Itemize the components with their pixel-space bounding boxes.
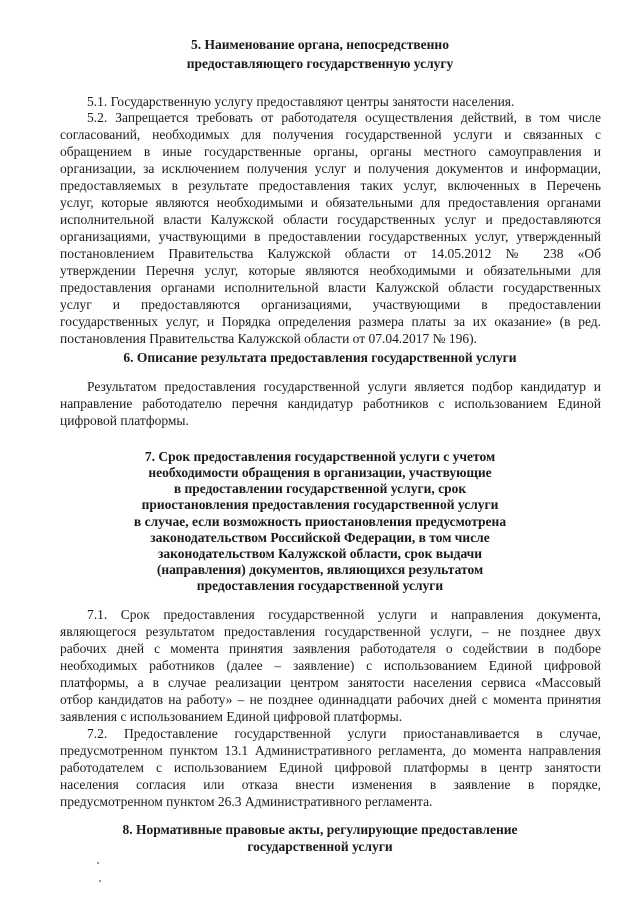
para-5-1-line-1: 5.1. Государственную услугу предоставляют центры занятости населения. <box>87 94 515 109</box>
para-5-2-line-1: 5.2. Запрещается требовать от работодателя осуществления действий, в том числе <box>87 110 601 125</box>
section-8-heading-line-1: 8. Нормативные правовые акты, регулирующие предоставление <box>122 822 518 837</box>
para-5-2-line-11: предоставления органами исполнительной власти Калужской области государственных <box>60 280 601 295</box>
para-6-line-1: Результатом предоставления государственной услуги является подбор кандидатур и <box>87 379 601 394</box>
section-5-heading-line-2: предоставляющего государственную услугу <box>186 56 454 71</box>
section-7-heading-line-9: предоставления государственной услуги <box>196 578 444 593</box>
section-7-heading-line-7: законодательством Калужской области, срок выдачи <box>157 546 483 561</box>
para-5-2-line-14: постановления Правительства Калужской области от 07.04.2017 № 196). <box>60 331 478 346</box>
para-7-1-line-7: заявления с использованием Единой цифровой платформы. <box>60 709 403 724</box>
para-7-1-line-2: являющегося результатом предоставления государственной услуги, – не позднее двух <box>60 624 601 639</box>
para-5-2-line-13: государственных услуг, и Порядка определения размера платы за их оказание» (в ред. <box>60 314 601 329</box>
section-7-heading-line-1: 7. Срок предоставления государственной услуги с учетом <box>144 449 496 464</box>
para-7-1-line-3: рабочих дней с момента принятия заявления работодателя о содействии в подборе <box>60 641 601 656</box>
para-5-2-line-9: постановлением Правительства Калужской области от 14.05.2012 № 238 «Об <box>60 246 601 261</box>
para-7-1-line-5: платформы, а в случае реализации центром занятости населения сервиса «Массовый <box>60 675 601 690</box>
para-5-2-line-5: предоставляемых в результате предоставления таких услуг, включенных в Перечень <box>60 178 601 193</box>
scan-speck <box>97 862 99 864</box>
para-5-2-line-4: организации, за исключением получения услуг и получения документов и информации, <box>60 161 601 176</box>
para-5-2-line-10: утверждении Перечня услуг, которые являются необходимыми и обязательными для <box>60 263 601 278</box>
para-7-2-line-4: населения согласия или отказа внести изменения в заявление в порядке, <box>60 777 601 792</box>
para-5-2-line-6: услуг, которые являются необходимыми и обязательными для предоставления органами <box>60 195 601 210</box>
section-7-heading-line-8: (направления) документов, являющихся результатом <box>156 562 484 577</box>
section-7-heading-line-2: необходимости обращения в организации, участвующие <box>148 465 492 480</box>
para-7-2-line-2: предусмотренном пунктом 13.1 Административного регламента, до момента направления <box>60 743 601 758</box>
para-6-line-3: цифровой платформы. <box>60 413 189 428</box>
para-5-2-line-8: организациями, участвующими в предоставлении государственных услуг, утвержденный <box>60 229 601 244</box>
para-7-2-line-1: 7.2. Предоставление государственной услуги приостанавливается в случае, <box>87 726 601 741</box>
section-7-heading-line-6: законодательством Российской Федерации, в том числе <box>150 530 490 545</box>
section-7-heading-line-3: в предоставлении государственной услуги, срок <box>173 481 467 496</box>
para-5-2-line-3: обращением в иные государственные органы, органы местного самоуправления и <box>60 144 601 159</box>
para-7-1-line-6: отбор кандидатов на работу» – не позднее одиннадцати рабочих дней с момента принятия <box>60 692 601 707</box>
section-7-heading-line-5: в случае, если возможность приостановления предусмотрена <box>133 514 507 529</box>
para-7-2-line-5: предусмотренном пунктом 26.3 Административного регламента. <box>60 794 433 809</box>
para-5-2-line-2: согласований, необходимых для получения государственной услуги и связанных с <box>60 127 601 142</box>
para-7-2-line-3: работодателем с использованием Единой цифровой платформы в центр занятости <box>60 760 601 775</box>
scan-speck <box>99 880 101 882</box>
section-5-heading-line-1: 5. Наименование органа, непосредственно <box>191 37 449 52</box>
para-7-1-line-1: 7.1. Срок предоставления государственной услуги и направления документа, <box>87 607 601 622</box>
section-8-heading-line-2: государственной услуги <box>247 839 393 854</box>
section-6-heading-line-1: 6. Описание результата предоставления государственной услуги <box>123 350 517 365</box>
para-5-2-line-12: услуг и предоставляются организациями, участвующими в предоставлении <box>60 297 601 312</box>
para-7-1-line-4: необходимых работников (далее – заявление) с использованием Единой цифровой <box>60 658 601 673</box>
section-7-heading-line-4: приостановления предоставления государственной услуги <box>141 497 499 512</box>
para-5-2-line-7: исполнительной власти Калужской области государственных услуг и предоставляются <box>60 212 601 227</box>
para-6-line-2: направление работодателю перечня кандидатур работников с использованием Единой <box>60 396 601 411</box>
